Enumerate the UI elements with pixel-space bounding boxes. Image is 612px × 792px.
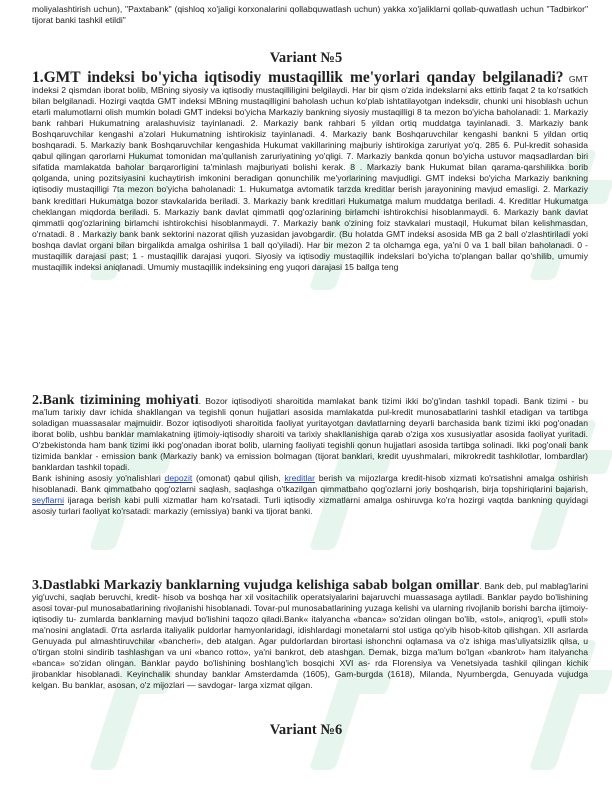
variant-6-title: Variant №6: [269, 722, 343, 738]
section-2-body: . Bozor iqtisodiyoti sharoitida mamlakat bank tizimi ikki bo'g'indan tashkil topadi. Bank tizimi - bu ma'lum tarixiy davr ichida shakllangan va tegishli qonun hujjatlari asosida mamlakatda pul-kredit munosabatlarini tashkil etadigan va tartibga soladigan muassasalar majmuidir. Bozor iqtisodiyoti sharoitida faoliyat yuritayotgan davlatlarning deyarli barchasida bank tizimi ikki pog'onadan iborat bolib, ushbu banklar mamlakatning ijtimoiy-iqtisodiy sharoiti va tarixiy shakllanishiga qarab o'ziga xos xususiyatlar asosida faoliyat yuritadi. O'zbekistonda ham bank tizimi ikki pog'onadan iborat bolib, ularning faoliyati tegishli qonun hujjatlari asosida tartibga solinadi. Ikki pog'onali bank tizimida banklar - emission bank (Markaziy bank) va emission bolmagan (tijorat banklari, kredit uyushmalari, mikrokredit tashkilotlar, lombardlar) banklardan tashkil topadi.: [32, 396, 588, 473]
section-2-p2-start: Bank ishining asosiy yo'nalishlari: [32, 473, 165, 484]
section-1-body: GMT indeksi 2 qismdan iborat bolib, MBning siyosiy va iqtisodiy mustaqilliligini belgilaydi. Har bir qism o'zida indekslarni aks ettirib faqat 2 ta ko'rsatkich bilan belgilanadi. Hozirgi vaqtda GMT indeksi MBning mustaqilligini baholash uchun ko'plab ishtatilayotgan indeksdir, chunki uni hisoblash uchun etarli malumotlarni olish mumkin boladi GMT indeksi bo'yicha Markaziy bankning siyosiy mustaqilligi 8 ta mezon bo'yicha baholanadi: 1. Markaziy bank rahbari Hukumatning aralashuvisiz tayinlanadi. 2. Markaziy bank rahbari 5 yildan ortiq muddatga tayinlanadi. 3. Markaziy bank Boshqaruvchilar kengashi a'zolari Hukumatning ishtirokisiz tayinlanadi. 4. Markaziy bank Boshqaruvchilar kengashi bankni 5 yildan ortiq boshqaradi. 5. Markaziy bank Boshqaruvchilar kengashida Hukumat vakillarining majburiy ishtirokiga zaruriyat yo'q. 285 6. Pul-kredit sohasida qabul qilingan qarorlarni Hukumat tomonidan ma'qullanish zaruriyatining yo'qligi. 7. Markaziy bankda qonun bo'yicha ustuvor maqsadlardan biri sifatida mamlakatda baholar barqarorligini ta'minlash majburiyati bolishi kerak. 8 . Markaziy bank Hukumat bilan qarama-qarshilikka borib qolganda, uning pozitsiyasini kuchaytirish imkonini beradigan qonunchilik me'yorlarining mavjudligi. GMT indeksi bo'yicha Markaziy bankning iqtisodiy mustaqilligi 7ta mezon bo'yicha baholanadi: 1. Hukumatga avtomatik tarzda kreditlar berish jarayonining mavjud emasligi. 2. Markaziy bank kreditlari Hukumatga bozor stavkalarida beriladi. 3. Markaziy bank kreditlari Hukumatga malum muddatga beriladi. 4. Kreditlar Hukumatga cheklangan miqdorda beriladi. 5. Markaziy bank davlat qimmatli qog'ozlarining birlamchi ishtirokchisi hisoblanmaydi. 6. Markaziy bank davlat qimmatli qog'ozlarining birlamchi ishtirokchisi hisoblanmaydi. 7. Markaziy bank o'zining foiz stavkalari mustaqil, Hukumat bilan kelishmasdan, o'rnatadi. 8 . Markaziy bank bank sektorini nazorat qilish yuzasidan javobgardir. (Bu holatda GMT indeksi asosida MB ga 2 ball o'zlashtiriladi yoki boshqa davlat organi bilan birgalikda amalga oshirilsa 1 ball qo'yiladi). Har bir mezon 2 ta olchamga ega, ya'ni 0 va 1 ball bilan baholanadi. 0 - mustaqillik darajasi past; 1 - mustaqillik darajasi yuqori. Siyosiy va iqtisodiy mustaqillik indekslari bo'yicha to'plangan ballar qo'shilib, umumiy mustaqillik indeksi aniqlanadi. Umumiy mustaqillik indeksining eng yuqori darajasi 15 ballga teng: [32, 74, 588, 272]
section-2: [32, 395, 588, 518]
kreditlar-link[interactable]: kreditlar: [284, 473, 316, 484]
section-2-p2-mid: berish va mijozlarga kredit-hisob xizmati ko'rsatishni amalga oshirish hisoblanadi. Bank qimmatbaho qog'ozlarni saqlash, saqlashga o'tkazilgan qimmatbaho qog'ozlarni joriy boshqarish, birja topshiriqlarini bajarish,: [32, 473, 588, 495]
top-paragraph: moliyalashtirish uchun), "Paxtabank" (qishloq xo'jaligi korxonalarini qollabquwatlash uchun) yakka xo'jaliklarni qollab-quwatlash uchun "Tadbirkor" tijorat banki tashkil etildi": [32, 4, 588, 25]
section-3-body: . Bank deb, pul mablag'larini yig'uvchi, saqlab beruvchi, kredit- hisob va boshqa har xil vositachilik operatsiyalarini bajaruvchi muassasaga aytiladi. Banklar paydo bo'lishining asosi tovar-pul munosabatlarining rivojlanishi hisoblanadi. Tovar-pul munosabatlarining yuzaga kelishi va ularning rivojlanib borishi barcha ijtimoiy-iqtisodiy tu- zumlarda banklarning mavjud bo'lishini taqozo qiladi.Bank« italyancha «banca» so'zidan olingan bo'lib, «stol», aniqrog'i, «pulli stol» ma'nosini anglatadi. 0'rta asrlarda italiyalik puldorlar hamyonlaridagi, idishlardagi monetalarni stol ustiga qo'yib hisob-kitob qilishgan. XII asrlarda Genuyada pul almashtiruvchilar «bancheri», deb atalgan. Agar puldorlardan birortasi ishonchni oqlamasa va o'z ishiga mas'uliyatsizlik qilsa, u o'tirgan stolni sindirib tashlashgan va uni «banco rotto», ya'ni bankrot, deb atashgan. Demak, bizga ma'lum bo'lgan «bankrot» ham italyancha «banca» so'zidan olingan. Banklar paydo bo'lishining boshlang'ich bosqichi XVI as- rda Florensiya va Venetsiyada tashkil qilingan kichik jirobanklar hisoblanadi. Keyinchalik shunday banklar Amsterdamda (1605), Gam-burgda (1618), Milanda, Nyurnbergda, Genuyada vujudga kelgan. Bu banklar, asosan, o'z mijozlari — savdogar- larga xizmat qilgan.: [32, 581, 589, 691]
section-3-heading: 3.Dastlabki Markaziy banklarning vujudga kelishiga sabab bolgan omillar: [32, 578, 480, 593]
section-2-p2-end: ijaraga berish kabi pulli xizmatlar ham ko'rsatadi. Turli iqtisodiy xizmatlarni amalga oshiruvga ko'ra hozirgi vaqtda bankning quyidagi asosiy turlari faoliyat ko'rsatadi: markaziy (emissiya) banki va tijorat banki.: [32, 495, 588, 517]
section-2-heading: 2.Bank tizimining mohiyati: [32, 393, 199, 408]
section-1-heading: 1.GMT indeksi bo'yicha iqtisodiy mustaqillik me'yorlari qanday belgilanadi?: [32, 69, 564, 86]
section-2-p2-between: (omonat) qabul qilish,: [192, 473, 285, 484]
variant-5-title: Variant №5: [269, 50, 343, 66]
depozit-link[interactable]: depozit: [164, 473, 193, 484]
section-3: [32, 580, 588, 691]
section-1: [32, 69, 588, 273]
seyflarni-link[interactable]: seyflarni: [32, 495, 64, 506]
